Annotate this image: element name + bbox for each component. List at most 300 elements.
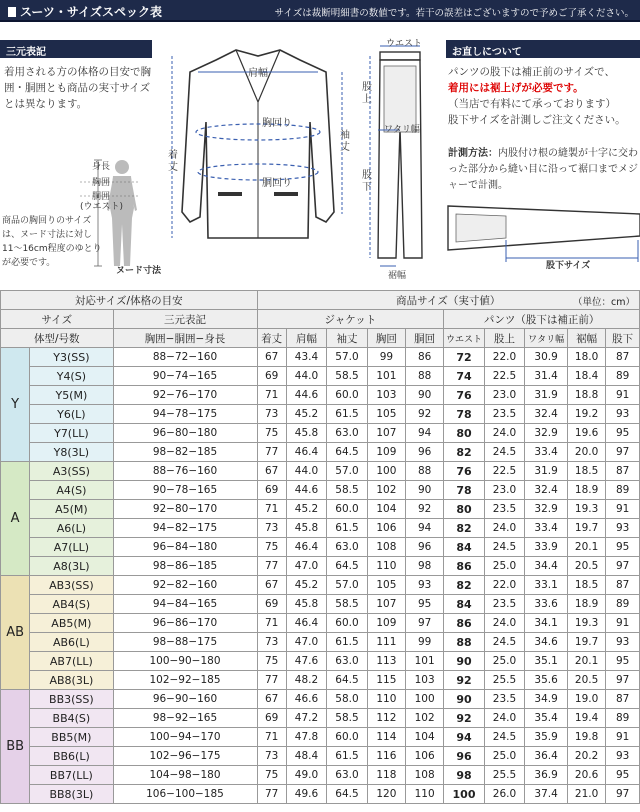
value-cell: 72 — [444, 348, 485, 367]
table-row — [1, 538, 640, 557]
size-cell: A6(L) — [30, 519, 113, 538]
value-cell: 63.0 — [327, 766, 368, 785]
value-cell: 57.0 — [327, 576, 368, 595]
value-cell: 35.9 — [525, 728, 568, 747]
th-col: 裾幅 — [568, 329, 606, 348]
value-cell: 108 — [367, 538, 405, 557]
label-chest: 胸囲 — [92, 178, 111, 188]
value-cell: 67 — [257, 576, 286, 595]
value-cell: 104 — [406, 728, 444, 747]
value-cell: 105 — [367, 405, 405, 424]
value-cell: 91 — [606, 386, 640, 405]
value-cell: 91 — [606, 500, 640, 519]
th-col: ウエスト — [444, 329, 485, 348]
value-cell: 91 — [606, 614, 640, 633]
value-cell: 46.4 — [286, 443, 327, 462]
value-cell: 103 — [406, 671, 444, 690]
table-row — [1, 576, 640, 595]
value-cell: 26.0 — [484, 785, 525, 804]
label-inseam: 股下 — [362, 170, 372, 193]
value-cell: 73 — [257, 747, 286, 766]
value-cell: 44.0 — [286, 367, 327, 386]
value-cell: 82 — [444, 443, 485, 462]
value-cell: 18.4 — [568, 367, 606, 386]
alteration-line-c: 股下サイズを計測しご注文ください。 — [448, 114, 626, 126]
value-cell: 80 — [444, 500, 485, 519]
value-cell: 110 — [406, 785, 444, 804]
size-cell: Y6(L) — [30, 405, 113, 424]
value-cell: 32.9 — [525, 424, 568, 443]
value-cell: 76 — [444, 462, 485, 481]
sanren-cell: 88−72−160 — [113, 348, 257, 367]
table-row — [1, 709, 640, 728]
value-cell: 96 — [406, 443, 444, 462]
th-size: サイズ — [1, 310, 114, 329]
th-type: 体型/号数 — [1, 329, 114, 348]
sanren-cell: 98−88−175 — [113, 633, 257, 652]
value-cell: 24.0 — [484, 519, 525, 538]
value-cell: 92 — [444, 671, 485, 690]
label-height: 身長 — [92, 162, 111, 172]
sanren-cell: 94−84−165 — [113, 595, 257, 614]
value-cell: 18.0 — [568, 348, 606, 367]
th-product-label: 商品サイズ（実寸値） — [396, 294, 501, 307]
measure-method-text: 内股付け根の縫製が十字に交わった部分から縫い目に沿って裾口までメジャーで計測。 — [448, 148, 638, 191]
value-cell: 93 — [606, 519, 640, 538]
size-cell: A4(S) — [30, 481, 113, 500]
value-cell: 33.9 — [525, 538, 568, 557]
value-cell: 23.5 — [484, 405, 525, 424]
value-cell: 69 — [257, 481, 286, 500]
value-cell: 18.8 — [568, 386, 606, 405]
value-cell: 37.4 — [525, 785, 568, 804]
header-note: サイズは裁断明細書の数値です。若干の誤差はございますので予めご了承ください。 — [274, 8, 634, 19]
label-shoulder: 肩幅 — [248, 68, 268, 79]
value-cell: 71 — [257, 614, 286, 633]
value-cell: 88 — [406, 462, 444, 481]
value-cell: 67 — [257, 462, 286, 481]
table-row — [1, 747, 640, 766]
value-cell: 30.9 — [525, 348, 568, 367]
label-waist: 胴囲 — [92, 192, 111, 202]
table-row — [1, 405, 640, 424]
value-cell: 90 — [444, 652, 485, 671]
size-cell: Y5(M) — [30, 386, 113, 405]
page-title: スーツ・サイズスペック表 — [8, 3, 162, 20]
value-cell: 18.9 — [568, 481, 606, 500]
value-cell: 46.4 — [286, 538, 327, 557]
value-cell: 33.6 — [525, 595, 568, 614]
value-cell: 20.2 — [568, 747, 606, 766]
value-cell: 93 — [606, 405, 640, 424]
value-cell: 45.8 — [286, 595, 327, 614]
th-col: 胴回 — [406, 329, 444, 348]
label-length: 着丈 — [168, 150, 178, 173]
value-cell: 105 — [367, 576, 405, 595]
sanren-cell: 92−82−160 — [113, 576, 257, 595]
value-cell: 19.3 — [568, 614, 606, 633]
table-row — [1, 614, 640, 633]
value-cell: 77 — [257, 785, 286, 804]
value-cell: 24.5 — [484, 728, 525, 747]
value-cell: 44.6 — [286, 386, 327, 405]
value-cell: 92 — [444, 709, 485, 728]
value-cell: 98 — [444, 766, 485, 785]
size-cell: BB6(L) — [30, 747, 113, 766]
value-cell: 64.5 — [327, 443, 368, 462]
value-cell: 99 — [406, 633, 444, 652]
size-cell: A3(SS) — [30, 462, 113, 481]
table-row — [1, 481, 640, 500]
value-cell: 87 — [606, 348, 640, 367]
value-cell: 118 — [367, 766, 405, 785]
group-cell: Y — [1, 348, 30, 462]
group-cell: A — [1, 462, 30, 576]
value-cell: 94 — [406, 519, 444, 538]
alteration-line-red: 着用には裾上げが必要です。 — [448, 82, 584, 94]
sanren-cell: 96−80−180 — [113, 424, 257, 443]
value-cell: 63.0 — [327, 424, 368, 443]
measure-method-label: 計測方法： — [448, 148, 498, 159]
value-cell: 82 — [444, 576, 485, 595]
value-cell: 18.5 — [568, 462, 606, 481]
value-cell: 45.2 — [286, 405, 327, 424]
size-cell: AB5(M) — [30, 614, 113, 633]
value-cell: 58.5 — [327, 709, 368, 728]
value-cell: 102 — [367, 481, 405, 500]
value-cell: 61.5 — [327, 633, 368, 652]
value-cell: 73 — [257, 633, 286, 652]
value-cell: 75 — [257, 766, 286, 785]
size-cell: Y4(S) — [30, 367, 113, 386]
value-cell: 22.0 — [484, 348, 525, 367]
value-cell: 23.5 — [484, 500, 525, 519]
value-cell: 75 — [257, 424, 286, 443]
value-cell: 58.5 — [327, 595, 368, 614]
table-row — [1, 462, 640, 481]
value-cell: 19.4 — [568, 709, 606, 728]
value-cell: 87 — [606, 690, 640, 709]
value-cell: 77 — [257, 443, 286, 462]
th-col: 胸回 — [367, 329, 405, 348]
page-header — [0, 0, 640, 22]
section-title-alteration: お直しについて — [446, 40, 640, 58]
value-cell: 96 — [444, 747, 485, 766]
value-cell: 47.6 — [286, 652, 327, 671]
size-spec-table — [0, 290, 640, 804]
value-cell: 67 — [257, 348, 286, 367]
value-cell: 86 — [444, 614, 485, 633]
alteration-text — [448, 64, 638, 128]
value-cell: 88 — [406, 367, 444, 386]
value-cell: 34.1 — [525, 614, 568, 633]
table-row — [1, 728, 640, 747]
value-cell: 90 — [406, 481, 444, 500]
value-cell: 35.1 — [525, 652, 568, 671]
size-cell: BB5(M) — [30, 728, 113, 747]
label-pants-waist: ウエスト — [386, 39, 423, 49]
value-cell: 25.0 — [484, 747, 525, 766]
value-cell: 80 — [444, 424, 485, 443]
value-cell: 44.6 — [286, 481, 327, 500]
value-cell: 45.8 — [286, 424, 327, 443]
value-cell: 113 — [367, 652, 405, 671]
sanren-cell: 96−84−180 — [113, 538, 257, 557]
value-cell: 110 — [367, 557, 405, 576]
th-jacket: ジャケット — [257, 310, 444, 329]
value-cell: 20.6 — [568, 766, 606, 785]
table-row — [1, 443, 640, 462]
value-cell: 57.0 — [327, 462, 368, 481]
value-cell: 86 — [406, 348, 444, 367]
size-cell: AB6(L) — [30, 633, 113, 652]
value-cell: 73 — [257, 519, 286, 538]
value-cell: 49.6 — [286, 785, 327, 804]
value-cell: 75 — [257, 538, 286, 557]
value-cell: 58.5 — [327, 481, 368, 500]
value-cell: 23.0 — [484, 386, 525, 405]
value-cell: 93 — [606, 633, 640, 652]
value-cell: 91 — [606, 728, 640, 747]
sanren-cell: 104−98−180 — [113, 766, 257, 785]
value-cell: 112 — [367, 709, 405, 728]
value-cell: 19.2 — [568, 405, 606, 424]
pants-diagram — [360, 38, 430, 286]
value-cell: 36.9 — [525, 766, 568, 785]
value-cell: 95 — [606, 424, 640, 443]
value-cell: 69 — [257, 367, 286, 386]
table-row — [1, 690, 640, 709]
label-chest-round: 胸回り — [262, 118, 292, 129]
th-product — [257, 291, 640, 310]
value-cell: 94 — [406, 424, 444, 443]
table-row — [1, 785, 640, 804]
value-cell: 47.8 — [286, 728, 327, 747]
sanren-description: 着用される方の体格の目安で胸囲・胴囲とも商品の実寸サイズとは異なります。 — [4, 66, 151, 110]
value-cell: 20.1 — [568, 538, 606, 557]
value-cell: 97 — [606, 443, 640, 462]
sanren-cell: 96−86−170 — [113, 614, 257, 633]
value-cell: 31.9 — [525, 386, 568, 405]
value-cell: 86 — [444, 557, 485, 576]
value-cell: 73 — [257, 405, 286, 424]
section-title-sanren: 三元表記 — [0, 40, 152, 58]
value-cell: 49.0 — [286, 766, 327, 785]
value-cell: 89 — [606, 709, 640, 728]
size-cell: BB8(3L) — [30, 785, 113, 804]
value-cell: 97 — [606, 671, 640, 690]
value-cell: 89 — [606, 595, 640, 614]
value-cell: 60.0 — [327, 386, 368, 405]
value-cell: 23.5 — [484, 690, 525, 709]
value-cell: 19.3 — [568, 500, 606, 519]
value-cell: 43.4 — [286, 348, 327, 367]
value-cell: 90 — [406, 386, 444, 405]
th-unit: （単位：cm） — [573, 297, 635, 308]
table-row — [1, 500, 640, 519]
value-cell: 48.4 — [286, 747, 327, 766]
sanren-cell: 92−76−170 — [113, 386, 257, 405]
value-cell: 100 — [444, 785, 485, 804]
value-cell: 120 — [367, 785, 405, 804]
value-cell: 89 — [606, 481, 640, 500]
value-cell: 31.4 — [525, 367, 568, 386]
th-pants: パンツ（股下は補正前） — [444, 310, 640, 329]
label-waist-round: 胴回り — [262, 178, 292, 189]
value-cell: 32.9 — [525, 500, 568, 519]
sanren-cell: 102−92−185 — [113, 671, 257, 690]
value-cell: 78 — [444, 481, 485, 500]
value-cell: 25.5 — [484, 671, 525, 690]
sanren-cell: 90−78−165 — [113, 481, 257, 500]
inseam-diagram — [446, 200, 640, 274]
value-cell: 60.0 — [327, 500, 368, 519]
value-cell: 18.9 — [568, 595, 606, 614]
th-col: 袖丈 — [327, 329, 368, 348]
value-cell: 89 — [606, 367, 640, 386]
size-cell: A7(LL) — [30, 538, 113, 557]
measure-method — [448, 146, 638, 194]
value-cell: 63.0 — [327, 538, 368, 557]
value-cell: 97 — [606, 785, 640, 804]
value-cell: 46.4 — [286, 614, 327, 633]
value-cell: 57.0 — [327, 348, 368, 367]
value-cell: 18.5 — [568, 576, 606, 595]
alteration-line-a: パンツの股下は補正前のサイズで、 — [448, 66, 615, 78]
value-cell: 101 — [367, 367, 405, 386]
sanren-cell: 98−86−185 — [113, 557, 257, 576]
value-cell: 24.0 — [484, 709, 525, 728]
value-cell: 88 — [444, 633, 485, 652]
value-cell: 69 — [257, 595, 286, 614]
group-cell: AB — [1, 576, 30, 690]
group-cell: BB — [1, 690, 30, 804]
value-cell: 24.0 — [484, 614, 525, 633]
label-waist-sub: (ウエスト) — [80, 202, 124, 212]
value-cell: 106 — [367, 519, 405, 538]
value-cell: 20.5 — [568, 557, 606, 576]
value-cell: 71 — [257, 728, 286, 747]
value-cell: 23.5 — [484, 595, 525, 614]
sanren-cell: 100−94−170 — [113, 728, 257, 747]
sanren-cell: 98−82−185 — [113, 443, 257, 462]
value-cell: 95 — [606, 766, 640, 785]
value-cell: 21.0 — [568, 785, 606, 804]
size-cell: AB4(S) — [30, 595, 113, 614]
value-cell: 63.0 — [327, 652, 368, 671]
chest-allowance-note: 商品の胸回りのサイズは、ヌード寸法に対し11〜16cm程度のゆとりが必要です。 — [2, 216, 102, 268]
value-cell: 96 — [406, 538, 444, 557]
size-cell: BB7(LL) — [30, 766, 113, 785]
label-sleeve: 袖丈 — [340, 130, 350, 153]
value-cell: 20.0 — [568, 443, 606, 462]
table-row — [1, 519, 640, 538]
table-row — [1, 367, 640, 386]
value-cell: 25.0 — [484, 557, 525, 576]
value-cell: 111 — [367, 633, 405, 652]
value-cell: 103 — [367, 386, 405, 405]
value-cell: 47.0 — [286, 633, 327, 652]
value-cell: 109 — [367, 443, 405, 462]
value-cell: 24.5 — [484, 538, 525, 557]
value-cell: 115 — [367, 671, 405, 690]
value-cell: 104 — [367, 500, 405, 519]
value-cell: 45.8 — [286, 519, 327, 538]
value-cell: 107 — [367, 595, 405, 614]
value-cell: 64.5 — [327, 671, 368, 690]
table-row — [1, 386, 640, 405]
value-cell: 36.4 — [525, 747, 568, 766]
value-cell: 45.2 — [286, 576, 327, 595]
th-col: 股上 — [484, 329, 525, 348]
value-cell: 44.0 — [286, 462, 327, 481]
value-cell: 24.5 — [484, 633, 525, 652]
th-col: 着丈 — [257, 329, 286, 348]
value-cell: 60.0 — [327, 614, 368, 633]
value-cell: 69 — [257, 709, 286, 728]
value-cell: 20.5 — [568, 671, 606, 690]
value-cell: 61.5 — [327, 747, 368, 766]
value-cell: 34.4 — [525, 557, 568, 576]
value-cell: 93 — [406, 576, 444, 595]
table-row — [1, 633, 640, 652]
th-size-group: 対応サイズ/体格の目安 — [1, 291, 258, 310]
value-cell: 108 — [406, 766, 444, 785]
value-cell: 34.9 — [525, 690, 568, 709]
value-cell: 33.1 — [525, 576, 568, 595]
label-inseam-size: 股下サイズ — [546, 261, 591, 271]
value-cell: 74 — [444, 367, 485, 386]
value-cell: 93 — [606, 747, 640, 766]
value-cell: 19.6 — [568, 424, 606, 443]
sanren-cell: 94−82−175 — [113, 519, 257, 538]
value-cell: 19.7 — [568, 519, 606, 538]
value-cell: 77 — [257, 671, 286, 690]
value-cell: 97 — [406, 614, 444, 633]
value-cell: 22.0 — [484, 576, 525, 595]
value-cell: 87 — [606, 462, 640, 481]
value-cell: 92 — [406, 405, 444, 424]
value-cell: 22.5 — [484, 462, 525, 481]
value-cell: 24.5 — [484, 443, 525, 462]
value-cell: 60.0 — [327, 728, 368, 747]
size-cell: BB3(SS) — [30, 690, 113, 709]
th-sanren-sub: 胸囲−胴囲−身長 — [113, 329, 257, 348]
table-row — [1, 557, 640, 576]
value-cell: 82 — [444, 519, 485, 538]
value-cell: 25.5 — [484, 766, 525, 785]
label-rise: 股上 — [362, 82, 372, 105]
value-cell: 107 — [367, 424, 405, 443]
value-cell: 84 — [444, 538, 485, 557]
value-cell: 23.0 — [484, 481, 525, 500]
value-cell: 71 — [257, 386, 286, 405]
value-cell: 34.6 — [525, 633, 568, 652]
value-cell: 76 — [444, 386, 485, 405]
value-cell: 101 — [406, 652, 444, 671]
size-cell: Y3(SS) — [30, 348, 113, 367]
value-cell: 19.8 — [568, 728, 606, 747]
value-cell: 110 — [367, 690, 405, 709]
size-cell: A5(M) — [30, 500, 113, 519]
value-cell: 47.2 — [286, 709, 327, 728]
value-cell: 67 — [257, 690, 286, 709]
value-cell: 45.2 — [286, 500, 327, 519]
value-cell: 58.0 — [327, 690, 368, 709]
size-cell: AB8(3L) — [30, 671, 113, 690]
sanren-cell: 92−80−170 — [113, 500, 257, 519]
value-cell: 87 — [606, 576, 640, 595]
